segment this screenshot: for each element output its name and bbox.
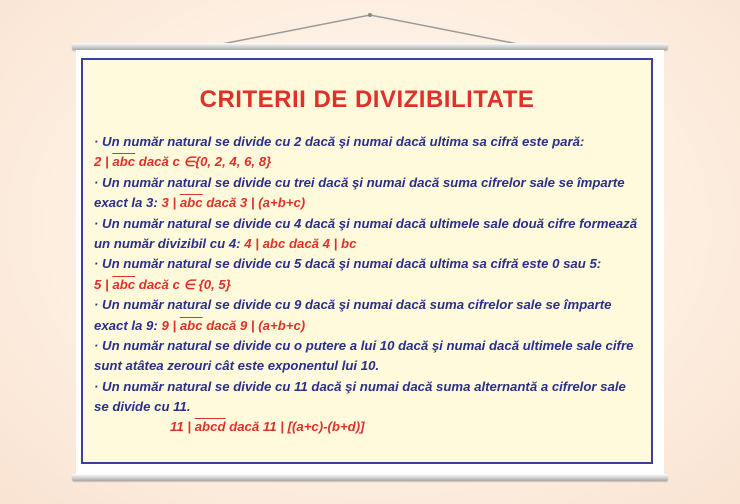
rule-2-formula: 2 | $\overline{abc}$ dacă c ∈{0, 2, 4, 6, 8}: [94, 154, 272, 170]
rule-11-text: · Un număr natural se divide cu 11 dacă şi numai dacă suma alternantă a cifrelor sale: [94, 378, 626, 394]
rule-10-text-2: sunt atâtea zerouri cât este exponentul lui 10.: [94, 358, 380, 374]
poster-title: CRITERII DE DIVIZIBILITATE: [199, 86, 535, 113]
top-rod: [72, 43, 668, 50]
rule-9-text: · Un număr natural se divide cu 9 dacă şi numai dacă suma cifrelor sale se împarte: [94, 297, 612, 313]
rule-9-formula: exact la 9: 9 | $\overline{abc}$ dacă 9 | (a+b+c): [94, 317, 306, 333]
poster: [76, 50, 664, 474]
rule-5-text: · Un număr natural se divide cu 5 dacă şi numai dacă ultima sa cifră este 0 sau 5:: [94, 256, 602, 272]
rules-content: [94, 132, 650, 438]
rule-3-formula: exact la 3: 3 | $\overline{abc}$ dacă 3 | (a+b+c): [94, 195, 306, 211]
bottom-rod: [72, 474, 668, 481]
rule-3-text: · Un număr natural se divide cu trei dacă şi numai dacă suma cifrelor sale se împarte: [94, 174, 625, 190]
rule-11-text-2: se divide cu 11.: [94, 399, 191, 415]
rule-4-formula: un număr divizibil cu 4: 4 | abc dacă 4 | bc: [94, 235, 357, 251]
rule-5-formula: 5 | $\overline{abc}$ dacă c ∈ {0, 5}: [94, 276, 231, 292]
rule-2-text: · Un număr natural se divide cu 2 dacă şi numai dacă ultima sa cifră este pară:: [94, 134, 585, 149]
rule-4-text: · Un număr natural se divide cu 4 dacă şi numai dacă ultimele sale două cifre formează: [94, 215, 638, 231]
rule-11-formula: 11 | abcd dacă 11 | [(a+c)-(b+d)]: [170, 419, 365, 435]
poster-panel: [81, 58, 653, 464]
rule-10-text: · Un număr natural se divide cu o putere a lui 10 dacă şi numai dacă ultimele sale cifre: [94, 337, 634, 353]
